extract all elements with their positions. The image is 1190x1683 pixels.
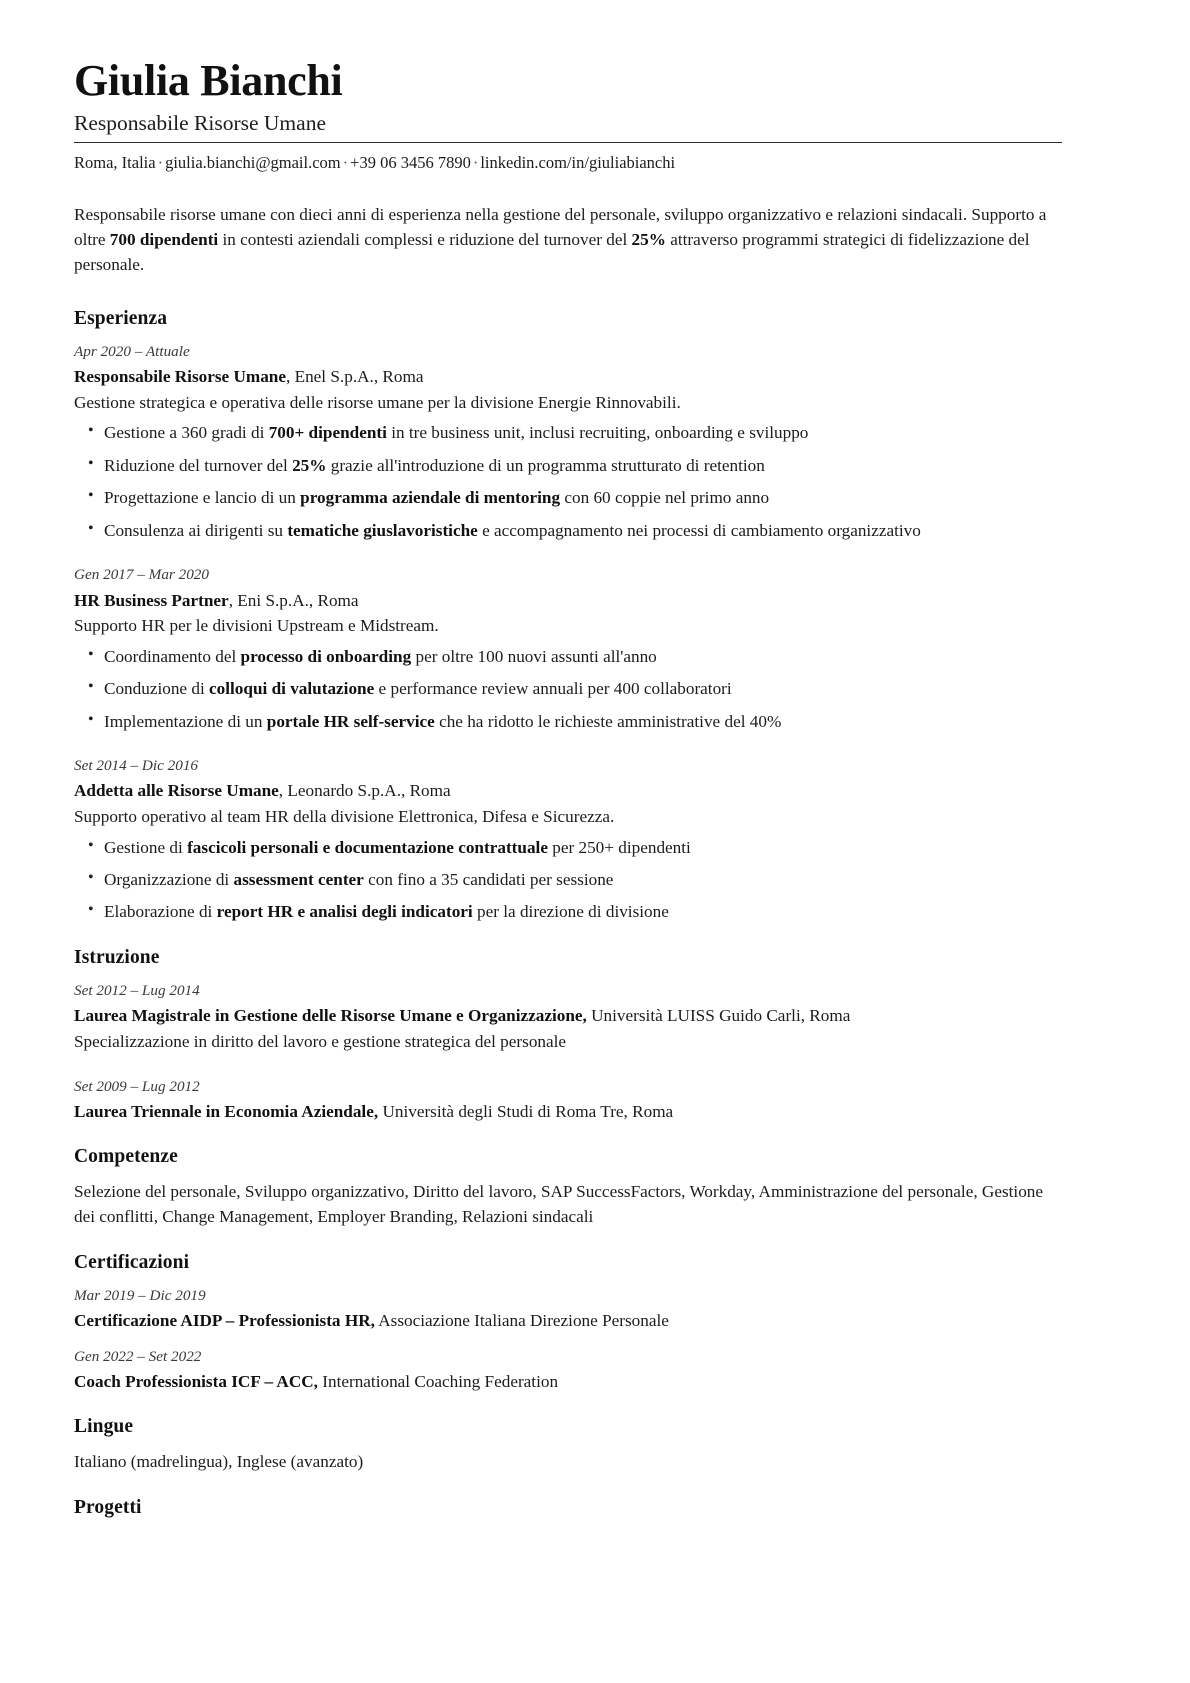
list-item — [74, 421, 1062, 445]
education-entry — [74, 981, 1062, 1055]
header-divider — [74, 142, 1062, 143]
experience-heading — [74, 589, 1062, 613]
bullet-text: Progettazione e lancio di un — [104, 488, 301, 508]
bullet-text: Implementazione di un — [104, 711, 267, 731]
contact-separator: · — [342, 153, 349, 173]
experience-date: Gen 2017 – Mar 2020 — [74, 565, 209, 583]
candidate-headline: Responsabile Risorse Umane — [74, 110, 326, 135]
professional-summary — [74, 202, 1062, 278]
experience-bullets — [74, 836, 1062, 925]
summary-text-part-1: Responsabile risorse umane con dieci anni di esperienza nella gestione del personale, sviluppo organizzativo e relazioni sindacali. Supporto a oltre — [74, 204, 1047, 250]
bullet-highlight: assessment center — [233, 870, 364, 890]
summary-text-part-3: attraverso programmi strategici di fidelizzazione del personale. — [74, 230, 1030, 275]
contact-separator: · — [472, 153, 479, 173]
section-education — [74, 947, 1062, 1124]
bullet-text: Gestione di — [104, 837, 188, 857]
education-entry — [74, 1077, 1062, 1124]
bullet-text: Coordinamento del — [104, 646, 241, 666]
bullet-highlight: colloqui di valutazione — [209, 679, 375, 699]
education-date: Set 2012 – Lug 2014 — [74, 981, 200, 999]
list-item — [74, 645, 1062, 669]
section-languages — [74, 1416, 1062, 1475]
contact-linkedin[interactable]: linkedin.com/in/giuliabianchi — [480, 153, 676, 173]
experience-role: Responsabile Risorse Umane — [74, 367, 286, 387]
bullet-text: Organizzazione di — [104, 870, 234, 890]
resume-header — [74, 58, 1062, 174]
section-title-projects: Progetti — [74, 1497, 142, 1519]
bullet-text: Gestione a 360 gradi di — [104, 423, 269, 443]
list-item — [74, 836, 1062, 860]
section-experience — [74, 308, 1062, 925]
list-item — [74, 486, 1062, 510]
experience-role: HR Business Partner — [74, 590, 229, 610]
bullet-text: Riduzione del turnover del — [104, 455, 293, 475]
bullet-text: grazie all'introduzione di un programma strutturato di retention — [326, 455, 765, 475]
list-item — [74, 677, 1062, 701]
bullet-highlight: tematiche giuslavoristiche — [287, 520, 478, 540]
bullet-text: e performance review annuali per 400 collaboratori — [374, 679, 732, 699]
bullet-highlight: report HR e analisi degli indicatori — [216, 902, 473, 922]
section-title-education: Istruzione — [74, 946, 160, 968]
skills-list: Selezione del personale, Sviluppo organizzativo, Diritto del lavoro, SAP SuccessFactors, Workday, Amministrazione del personale, Gestione dei conflitti, Change Management, Employer Branding, Relazioni sindacali — [74, 1181, 1044, 1226]
certification-issuer: International Coaching Federation — [317, 1372, 559, 1392]
experience-bullets — [74, 421, 1062, 543]
list-item — [74, 710, 1062, 734]
experience-heading — [74, 365, 1062, 389]
experience-company: , Eni S.p.A., Roma — [228, 590, 359, 610]
certification-date: Gen 2022 – Set 2022 — [74, 1347, 202, 1365]
certification-heading — [74, 1370, 1062, 1394]
experience-entry — [74, 756, 1062, 925]
bullet-text: in tre business unit, inclusi recruiting, onboarding e sviluppo — [386, 423, 809, 443]
certification-entry — [74, 1347, 1062, 1394]
section-title-skills: Competenze — [74, 1145, 178, 1167]
bullet-text: Conduzione di — [104, 679, 210, 699]
languages-list: Italiano (madrelingua), Inglese (avanzato) — [74, 1452, 364, 1472]
certification-entry — [74, 1286, 1062, 1333]
summary-highlight-employees: 700 dipendenti — [109, 230, 219, 250]
experience-bullets — [74, 645, 1062, 734]
summary-text-part-2: in contesti aziendali complessi e riduzione del turnover del — [218, 230, 632, 250]
list-item — [74, 519, 1062, 543]
bullet-highlight: programma aziendale di mentoring — [300, 488, 561, 508]
contact-separator: · — [157, 153, 164, 173]
experience-description: Gestione strategica e operativa delle risorse umane per la divisione Energie Rinnovabili. — [74, 392, 681, 412]
education-description: Specializzazione in diritto del lavoro e gestione strategica del personale — [74, 1032, 567, 1052]
bullet-text: Consulenza ai dirigenti su — [104, 520, 288, 540]
education-heading — [74, 1100, 1062, 1124]
bullet-text: per oltre 100 nuovi assunti all'anno — [411, 646, 657, 666]
certification-heading — [74, 1309, 1062, 1333]
list-item — [74, 454, 1062, 478]
projects-content — [74, 1531, 1062, 1541]
section-title-languages: Lingue — [74, 1416, 134, 1438]
section-skills — [74, 1146, 1062, 1230]
experience-entry — [74, 342, 1062, 543]
candidate-name: Giulia Bianchi — [74, 56, 343, 105]
education-degree: Laurea Magistrale in Gestione delle Risorse Umane e Organizzazione, — [74, 1006, 587, 1026]
experience-heading — [74, 779, 1062, 803]
education-institution: Università LUISS Guido Carli, Roma — [586, 1006, 851, 1026]
certification-title: Coach Professionista ICF – ACC, — [74, 1372, 318, 1392]
bullet-text: per 250+ dipendenti — [547, 837, 691, 857]
contact-location: Roma, Italia — [74, 153, 156, 173]
summary-highlight-turnover: 25% — [631, 230, 666, 250]
bullet-text: Elaborazione di — [104, 902, 217, 922]
education-date: Set 2009 – Lug 2012 — [74, 1077, 200, 1095]
bullet-text: e accompagnamento nei processi di cambiamento organizzativo — [477, 520, 921, 540]
bullet-text: per la direzione di divisione — [472, 902, 669, 922]
contact-phone[interactable]: +39 06 3456 7890 — [350, 153, 471, 173]
experience-date: Set 2014 – Dic 2016 — [74, 756, 199, 774]
bullet-highlight: 700+ dipendenti — [268, 423, 387, 443]
certification-issuer: Associazione Italiana Direzione Personale — [374, 1311, 669, 1331]
list-item — [74, 868, 1062, 892]
bullet-highlight: processo di onboarding — [240, 646, 412, 666]
contact-line — [74, 152, 1062, 173]
list-item — [74, 900, 1062, 924]
experience-entry — [74, 565, 1062, 734]
section-certifications — [74, 1252, 1062, 1395]
certification-title: Certificazione AIDP – Professionista HR, — [74, 1311, 375, 1331]
bullet-highlight: portale HR self-service — [266, 711, 435, 731]
bullet-text: con fino a 35 candidati per sessione — [363, 870, 614, 890]
certification-date: Mar 2019 – Dic 2019 — [74, 1286, 206, 1304]
experience-date: Apr 2020 – Attuale — [74, 342, 190, 360]
bullet-text: che ha ridotto le richieste amministrative del 40% — [434, 711, 782, 731]
education-institution: Università degli Studi di Roma Tre, Roma — [378, 1102, 674, 1122]
education-degree: Laurea Triennale in Economia Aziendale, — [74, 1102, 379, 1122]
section-projects — [74, 1497, 1062, 1541]
experience-company: , Enel S.p.A., Roma — [285, 367, 424, 387]
experience-description: Supporto operativo al team HR della divisione Elettronica, Difesa e Sicurezza. — [74, 807, 615, 827]
section-title-experience: Esperienza — [74, 307, 168, 329]
bullet-text: con 60 coppie nel primo anno — [560, 488, 770, 508]
bullet-highlight: 25% — [292, 455, 327, 475]
contact-email[interactable]: giulia.bianchi@gmail.com — [165, 153, 341, 173]
section-title-certifications: Certificazioni — [74, 1251, 190, 1273]
experience-company: , Leonardo S.p.A., Roma — [278, 781, 451, 801]
bullet-highlight: fascicoli personali e documentazione contrattuale — [187, 837, 548, 857]
education-heading — [74, 1004, 1062, 1028]
experience-description: Supporto HR per le divisioni Upstream e Midstream. — [74, 616, 439, 636]
experience-role: Addetta alle Risorse Umane — [74, 781, 279, 801]
